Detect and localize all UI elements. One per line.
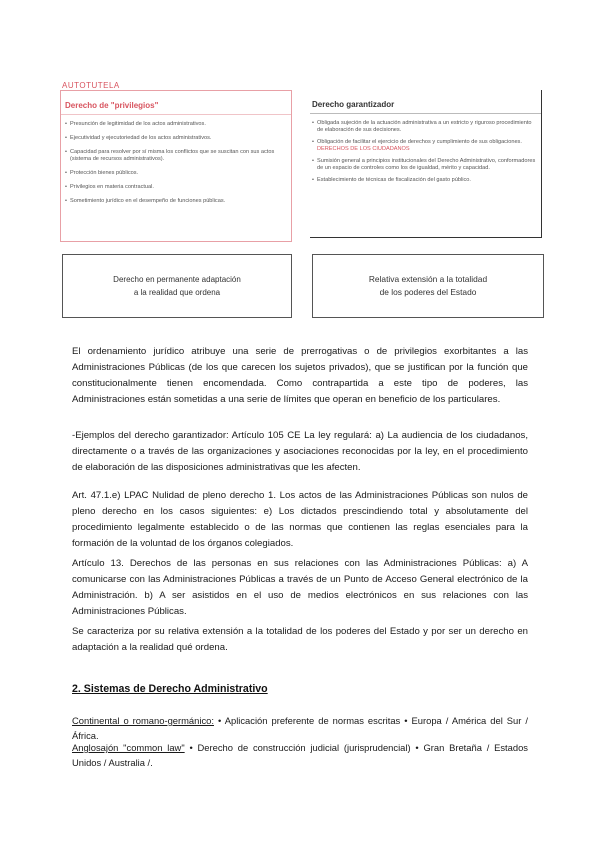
guarantor-item-text: Obligación de facilitar el ejercicio de derechos y cumplimiento de sus obligaciones. [317,139,522,145]
privilege-item: • Protección bienes públicos. [65,170,289,177]
system-continental [72,713,528,743]
guarantor-divider [310,113,541,114]
adaptation-text: Derecho en permanente adaptación a la realidad que ordena [113,275,241,297]
privilege-item: • Capacidad para resolver por sí misma los conflictos que se suscitan con sus actos (sistema de recursos administrativos). [65,149,289,163]
privileges-divider [61,114,291,115]
diagram-partial-label: AUTOTUTELA [62,82,120,88]
anglosaxon-label: Anglosajón "common law" [72,742,185,753]
privilege-item: • Ejecutividad y ejecutoriedad de los actos administrativos. [65,135,289,142]
section-title: 2. Sistemas de Derecho Administrativo [72,683,268,695]
continental-text: • Aplicación preferente de normas escritas • Europa / América del Sur / África. [72,715,528,741]
guarantor-box [310,90,542,238]
adaptation-box [62,254,292,318]
privileges-box [60,90,292,242]
continental-label: Continental o romano-germánico: [72,715,214,726]
privileges-title: Derecho de "privilegios" [65,101,159,110]
privilege-item: • Sometimiento jurídico en el desempeño de funciones públicas. [65,198,289,205]
paragraph-article-13: Artículo 13. Derechos de las personas en sus relaciones con las Administraciones Públicas: a) A comunicarse con las Administraciones Públicas a través de un Punto de Acceso General electrónico de la Administración. b) A ser asistidos en el uso de medios electrónicos en sus relaciones con las Administraciones Públicas. [72,558,528,617]
guarantor-list [312,120,538,189]
privilege-item: • Presunción de legitimidad de los actos administrativos. [65,121,289,128]
paragraph-lpac-nullity: Art. 47.1.e) LPAC Nulidad de pleno derecho 1. Los actos de las Administraciones Públicas son nulos de pleno derecho en los casos siguientes: e) Los dictados prescindiendo total y absolutamente del procedimiento legalmente establecido o de las normas que contienen las reglas esenciales para la formación de la voluntad de los órganos colegiados. [72,490,528,549]
extension-box [312,254,544,318]
guarantor-item [312,139,538,153]
anglosaxon-text: • Derecho de construcción judicial (jurisprudencial) • Gran Bretaña / Estados Unidos / Australia /. [72,742,528,768]
privileges-list [65,121,289,212]
guarantor-item: • Sumisión general a principios institucionales del Derecho Administrativo, conformadores de un espacio de controles como los de igualdad, mérito y capacidad. [312,158,538,172]
guarantor-item: • Establecimiento de técnicas de fiscalización del gasto público. [312,177,538,184]
system-anglosaxon [72,740,528,770]
extension-text: Relativa extensión a la totalidad de los poderes del Estado [368,274,488,297]
paragraph-guarantor-examples: -Ejemplos del derecho garantizador: Artículo 105 CE La ley regulará: a) La audiencia de los ciudadanos, directamente o a través de las organizaciones y asociaciones reconocidas por la ley, en el procedimiento de elaboración de las disposiciones administrativas que les afecten. [72,430,528,473]
guarantor-title: Derecho garantizador [312,100,395,109]
guarantor-item: • Obligada sujeción de la actuación administrativa a un estricto y riguroso procedimiento de elaboración de sus decisiones. [312,120,538,134]
paragraph-characterization: Se caracteriza por su relativa extensión a la totalidad de los poderes del Estado y por ser un derecho en adaptación a la realidad qué ordena. [72,626,528,653]
paragraph-prerogatives: El ordenamiento jurídico atribuye una serie de prerrogativas o de privilegios exorbitantes a las Administraciones Públicas (de los que carecen los sujetos privados), que se justifican por la función que constitucionalmente tienen encomendada. Como contrapartida a este tipo de poderes, las Administraciones están sometidas a una serie de límites que operan en beneficio de los particulares. [72,346,528,405]
citizens-rights-highlight: DERECHOS DE LOS CIUDADANOS [317,146,410,152]
privilege-item: • Privilegios en materia contractual. [65,184,289,191]
